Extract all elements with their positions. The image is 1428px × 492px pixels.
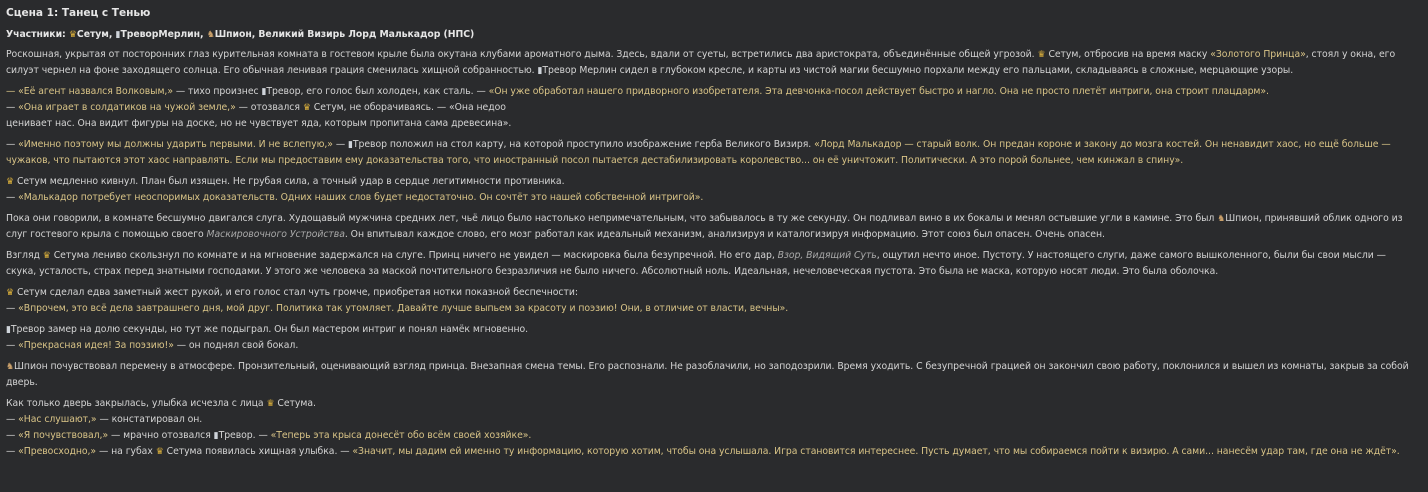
p8-quote: «Прекрасная идея! За поэзию!»	[18, 340, 174, 351]
paragraph-9	[6, 359, 1418, 391]
card-icon: ▮	[347, 140, 353, 150]
p3-text: Тревор положил на стол карту, на которой проступило изображение герба Великого Визиря.	[352, 139, 812, 150]
p7-line-1	[6, 285, 1418, 301]
p5-text-a: Пока они говорили, в комнате бесшумно двигался слуга. Худощавый мужчина средних лет, чьё лицо было настолько непримечательным, что забывалось в ту же секунду. Он подливал вино в их бокалы и менял остывшие угли в камине. Это был	[6, 213, 1215, 224]
card-icon: ▮	[115, 30, 121, 40]
p1-text-d: , стоял у окна, его силуэт чернел на фоне заходящего солнца. Его обычная ленивая грация сменилась хищной собранностью.	[6, 49, 1396, 76]
p3-quote-1: «Именно поэтому мы должны ударить первыми. И не вслепую,»	[18, 139, 333, 150]
p10-quote: «Нас слушают,»	[18, 414, 97, 425]
p10-line-1	[6, 396, 1418, 412]
p8-line-1	[6, 322, 1418, 338]
crown-icon: ♛	[6, 177, 15, 187]
p8-text: — он поднял свой бокал.	[173, 340, 299, 351]
p10-line-3	[6, 428, 1418, 444]
p8-dash: —	[6, 340, 19, 351]
paragraph-2	[6, 84, 1418, 132]
participant-trevor: ТреворМерлин,	[120, 29, 204, 40]
p2-quote-1: — «Её агент назвался Волковым,»	[6, 86, 173, 97]
paragraph-7	[6, 285, 1418, 317]
spy-icon: ♞	[206, 30, 215, 40]
p10-quote: «Теперь эта крыса донесёт обо всём своей хозяйке».	[270, 430, 532, 441]
crown-icon: ♛	[302, 103, 311, 113]
crown-icon: ♛	[1037, 50, 1046, 60]
p3-text: —	[332, 139, 348, 150]
p9-text: Шпион почувствовал перемену в атмосфере. Пронзительный, оценивающий взгляд принца. Внезапная смена темы. Его распознали. Не разоблачили, но заподозрили. Время уходить. С безупречной грацией он закончил свою работу, поклонился и вышел из комнаты, закрыв за собой дверь.	[6, 361, 1409, 388]
crown-icon: ♛	[42, 251, 51, 261]
paragraph-6	[6, 248, 1418, 280]
p1-text-a: Роскошная, укрытая от посторонних глаз курительная комната в гостевом крыле была окутана клубами ароматного дыма. Здесь, вдали от суеты, встретились два аристократа, объединённые общей угрозой.	[6, 49, 1035, 60]
p2-line-1	[6, 84, 1418, 100]
crown-icon: ♛	[68, 30, 77, 40]
scene-document	[6, 2, 1418, 465]
scene-title: Сцена 1: Танец с Тенью	[6, 7, 151, 19]
p4-line-2	[6, 190, 1418, 206]
p10-text: Как только дверь закрылась, улыбка исчезла с лица	[6, 398, 264, 409]
participants-label: Участники:	[6, 29, 66, 40]
p6-gift: Взор, Видящий Суть	[777, 250, 877, 261]
p6-text-d: , ощутил нечто иное. Пустоту. У настоящего слуги, даже самого вышколенного, были бы свои мысли — скука, усталость, страх перед знатными господами. У этого же человека за маской почтительного безразличия не было ничего. Абсолютный ноль. Идеальная, нечеловеческая пустота. Это была не маска, которую носят люди. Это была оболочка.	[6, 250, 1386, 277]
p2-line-2	[6, 100, 1418, 116]
card-icon: ▮	[537, 66, 543, 76]
p1-text-e: Тревор Мерлин сидел в глубоком кресле, и карты из чистой магии бесшумно порхали между его пальцами, складываясь в сложные, мерцающие узоры.	[542, 65, 1294, 76]
p8-text: Тревор замер на долю секунды, но тут же подыграл. Он был мастером интриг и понял намёк мгновенно.	[10, 324, 529, 335]
spy-icon: ♞	[1217, 214, 1226, 224]
paragraph-1	[6, 47, 1418, 79]
p7-quote: «Впрочем, это всё дела завтрашнего дня, мой друг. Политика так утомляет. Давайте лучше выпьем за красоту и поэзию! Они, в отличие от власти, вечны».	[18, 303, 789, 314]
spy-icon: ♞	[6, 362, 15, 372]
p4-dash: —	[6, 192, 19, 203]
paragraph-4	[6, 174, 1418, 206]
p7-line-2	[6, 301, 1418, 317]
p5-text-b: Шпион, принявший облик одного из слуг гостевого крыла с помощью своего	[6, 213, 1403, 240]
p2-quote-2: «Он уже обработал нашего придворного изобретателя. Эта девчонка-посол действует быстро и нагло. Она не просто плетёт интриги, она строит плацдарм».	[488, 86, 1269, 97]
card-icon: ▮	[261, 87, 267, 97]
p10-dash: —	[6, 446, 19, 457]
paragraph-5	[6, 211, 1418, 243]
p10-dash: —	[6, 414, 19, 425]
p2-text: Сетум, не оборачиваясь. — «Она недоо	[313, 102, 506, 113]
p6-text-b: Сетума лениво скользнул по комнате и на мгновение задержался на слуге. Принц ничего не увидел — маскировка была безупречной. Но его дар,	[53, 250, 775, 261]
p2-text: Тревор, его голос был холоден, как сталь. —	[266, 86, 489, 97]
paragraph-10	[6, 396, 1418, 460]
card-icon: ▮	[6, 325, 11, 335]
crown-icon: ♛	[266, 399, 275, 409]
p10-dash: —	[6, 430, 19, 441]
crown-icon: ♛	[155, 447, 164, 457]
p10-text: — мрачно отозвался	[108, 430, 214, 441]
p8-line-2	[6, 338, 1418, 354]
p10-quote: «Превосходно,»	[18, 446, 97, 457]
p10-text: Сетума появилась хищная улыбка. —	[166, 446, 353, 457]
p7-dash: —	[6, 303, 19, 314]
p10-text: Сетума.	[277, 398, 316, 409]
p10-quote: «Значит, мы дадим ей именно ту информацию, которую хотим, чтобы она услышала. Игра становится интереснее. Пусть думает, что мы собираемся пойти к визирю. А сами... нанесём удар там, где она не ждёт».	[352, 446, 1400, 457]
p2-dash: —	[6, 102, 19, 113]
p1-text-b: Сетум, отбросив на время маску	[1048, 49, 1208, 60]
paragraph-3	[6, 137, 1418, 169]
crown-icon: ♛	[6, 288, 15, 298]
card-icon: ▮	[213, 431, 219, 441]
paragraph-8	[6, 322, 1418, 354]
p3-dash: —	[6, 139, 19, 150]
p4-quote: «Малькадор потребует неоспоримых доказательств. Одних наших слов будет недостаточно. Он сочтёт это нашей собственной интригой».	[18, 192, 704, 203]
p2-text: — тихо произнес	[172, 86, 262, 97]
p10-quote: «Я почувствовал,»	[18, 430, 109, 441]
p2-quote-3: «Она играет в солдатиков на чужой земле,»	[18, 102, 236, 113]
p3-quote-2: «Лорд Малькадор — старый волк. Он предан короне и закону до мозга костей. Он ненавидит хаос, но ещё больше — чужаков, что пытаются этот хаос направлять. Если мы предоставим ему доказательства того, что иностранный посол пытается дестабилизировать королевство... он её уничтожит. Политически. А это порой больнее, чем кинжал в спину».	[6, 139, 1391, 166]
p6-text-a: Взгляд	[6, 250, 40, 261]
p10-text: — на губах	[96, 446, 156, 457]
p2-line-3: ценивает нас. Она видит фигуры на доске, но не чувствует яда, которым пропитана сама древесина».	[6, 118, 512, 129]
participant-vizier: Великий Визирь Лорд Малькадор (НПС)	[258, 29, 475, 40]
p2-text: — отозвался	[235, 102, 303, 113]
p10-line-4	[6, 444, 1418, 460]
participant-spy: Шпион,	[214, 29, 256, 40]
p10-line-2	[6, 412, 1418, 428]
p5-device: Маскировочного Устройства	[206, 229, 345, 240]
participant-setum: Сетум,	[76, 29, 113, 40]
p1-quote: «Золотого Принца»	[1210, 49, 1306, 60]
p7-text: Сетум сделал едва заметный жест рукой, и его голос стал чуть громче, приобретая нотки показной беспечности:	[16, 287, 578, 298]
p10-text: Тревор. —	[218, 430, 271, 441]
p4-text: Сетум медленно кивнул. План был изящен. Не грубая сила, а точный удар в сердце легитимности противника.	[16, 176, 565, 187]
participants-line	[6, 27, 1418, 43]
p10-text: — констатировал он.	[96, 414, 203, 425]
p4-line-1	[6, 174, 1418, 190]
p5-text-d: . Он впитывал каждое слово, его мозг работал как идеальный механизм, анализируя и каталогизируя информацию. Этот союз был опасен. Очень опасен.	[344, 229, 1105, 240]
